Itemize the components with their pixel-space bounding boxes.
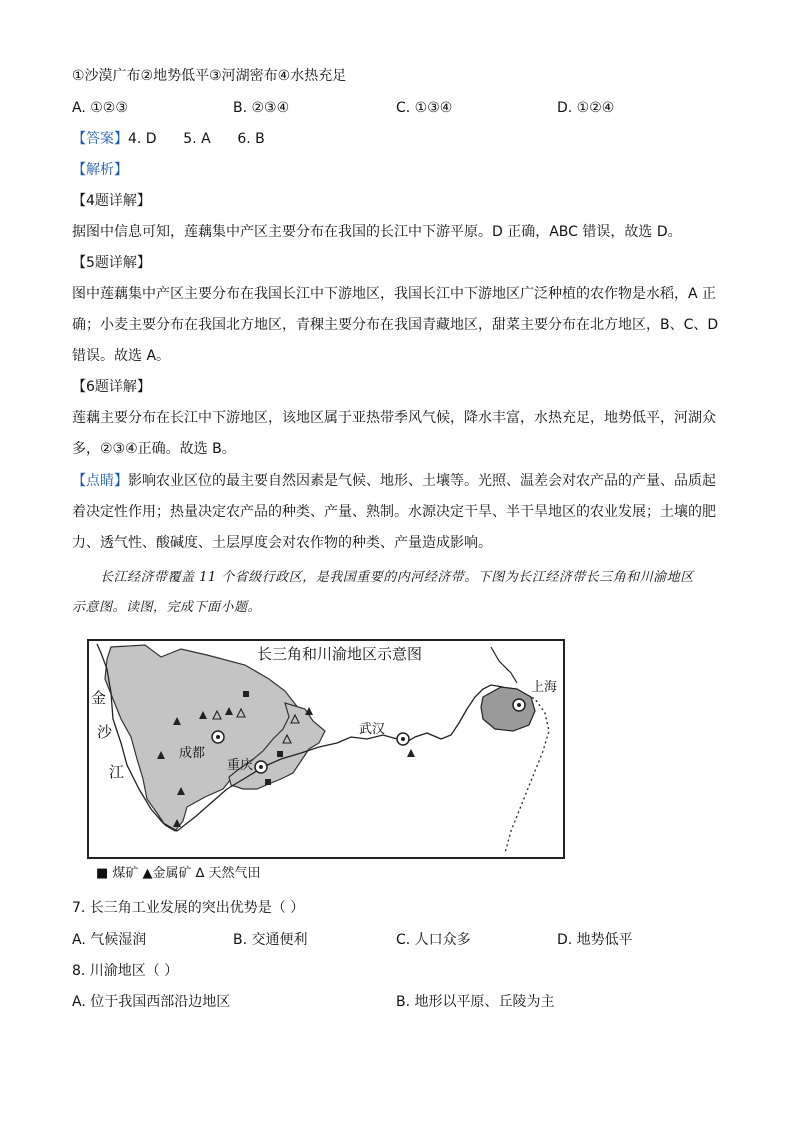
label-sha: 沙	[97, 723, 113, 741]
q8-option-a: A. 位于我国西部沿边地区	[72, 994, 231, 1010]
label-wuhan: 武汉	[359, 722, 386, 737]
q7-option-c: C. 人口众多	[396, 932, 471, 948]
point-line-1	[72, 471, 716, 491]
q5-heading: 【5题详解】	[72, 255, 151, 271]
label-jin: 金	[91, 689, 107, 707]
q8-stem: 8. 川渝地区（ ）	[72, 963, 179, 979]
answer-tag: 【答案】	[72, 131, 128, 147]
q6-line-1: 莲藕主要分布在长江中下游地区，该地区属于亚热带季风气候，降水丰富，水热充足，地势低平，河湖众	[72, 410, 716, 426]
point-line-2: 着决定性作用；热量决定农产品的种类、产量、熟制。水源决定干旱、半干旱地区的农业发展；土壤的肥	[72, 504, 716, 520]
option-d: D. ①②④	[557, 100, 615, 116]
point-line-3: 力、透气性、酸碱度、土层厚度会对农作物的种类、产量造成影响。	[72, 535, 492, 551]
q4-heading: 【4题详解】	[72, 193, 151, 209]
point-tag: 【点睛】	[72, 473, 128, 489]
q7-stem: 7. 长三角工业发展的突出优势是（ ）	[72, 900, 305, 916]
q5-line-2: 确；小麦主要分布在我国北方地区，青稞主要分布在我国青藏地区，甜菜主要分布在北方地区，B、C、D	[72, 317, 719, 333]
q7-option-a: A. 气候湿润	[72, 932, 147, 948]
q7-option-b: B. 交通便利	[233, 932, 308, 948]
option-c: C. ①③④	[396, 100, 453, 116]
q7-option-d: D. 地势低平	[557, 932, 633, 948]
intro-line-2: 示意图。读图，完成下面小题。	[72, 600, 262, 615]
map-title: 长三角和川渝地区示意图	[257, 645, 423, 663]
q6-line-2: 多，②③④正确。故选 B。	[72, 441, 236, 457]
region-map	[87, 639, 565, 859]
q5-line-3: 错误。故选 A。	[72, 348, 171, 364]
label-jiang: 江	[109, 763, 125, 781]
question-items: ①沙漠广布②地势低平③河湖密布④水热充足	[72, 68, 347, 84]
answer-text: 4. D 5. A 6. B	[128, 131, 265, 147]
answer-line	[72, 129, 265, 149]
q5-line-1: 图中莲藕集中产区主要分布在我国长江中下游地区，我国长江中下游地区广泛种植的农作物是水稻，A 正	[72, 286, 717, 302]
q4-line-1: 据图中信息可知，莲藕集中产区主要分布在我国的长江中下游平原。D 正确，ABC 错误，故选 D。	[72, 224, 682, 240]
option-a: A. ①②③	[72, 100, 128, 116]
point-text-1: 影响农业区位的最主要自然因素是气候、地形、土壤等。光照、温差会对农产品的产量、品质起	[128, 473, 716, 489]
q6-heading: 【6题详解】	[72, 379, 151, 395]
label-shanghai: 上海	[531, 680, 558, 695]
analysis-tag: 【解析】	[72, 162, 128, 178]
label-chengdu: 成都	[179, 746, 206, 761]
map-legend: ■ 煤矿 ▲金属矿 ∆ 天然气田	[96, 866, 261, 881]
option-b: B. ②③④	[233, 100, 290, 116]
q8-option-b: B. 地形以平原、丘陵为主	[396, 994, 555, 1010]
label-chongqing: 重庆	[227, 758, 254, 773]
intro-line-1: 长江经济带覆盖 11 个省级行政区，是我国重要的内河经济带。下图为长江经济带长三角和川渝地区	[100, 570, 694, 585]
